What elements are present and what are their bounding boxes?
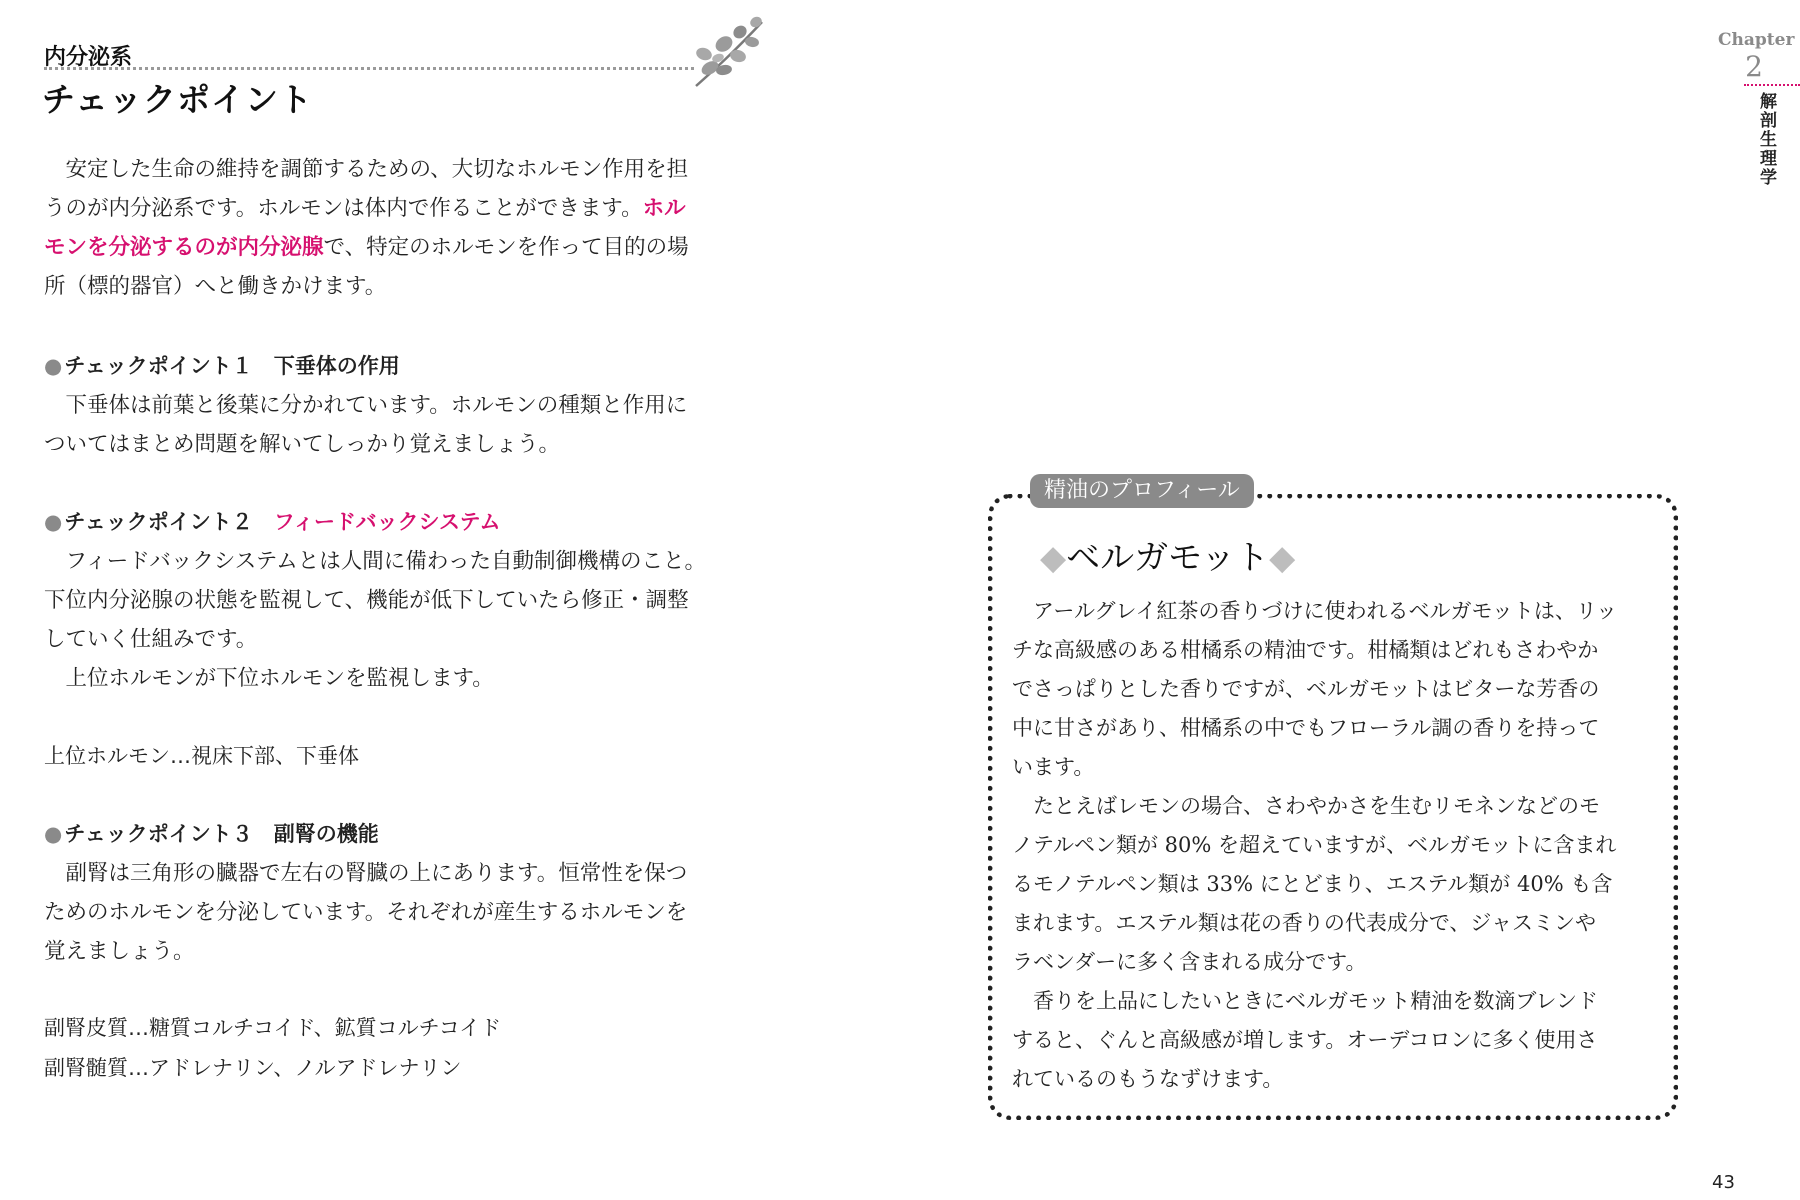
checkpoint-3-list-item: 副腎髄質…アドレナリン、ノルアドレナリン [44,1056,462,1080]
intro-highlight: ホル [642,196,686,221]
body-line: していく仕組みです。 [44,627,258,652]
checkpoint-3-list-item: 副腎皮質…糖質コルチコイド、鉱質コルチコイド [44,1016,502,1040]
profile-line: たとえばレモンの場合、さわやかさを生むリモネンなどのモ [1012,794,1600,818]
checkpoint-2-topic: フィードバックシステム [273,510,501,534]
intro-line: 安定した生命の維持を調節するための、大切なホルモン作用を担 [44,157,689,182]
body-line: 下位内分泌腺の状態を監視して、機能が低下していたら修正・調整 [44,588,689,613]
profile-line: れているのもうなずけます。 [1012,1067,1284,1091]
intro-paragraph [44,150,744,306]
body-line: ついてはまとめ問題を解いてしっかり覚えましょう。 [44,432,561,457]
checkpoint-3-label: チェックポイント３ 副腎の機能 [64,822,379,846]
profile-line: るモノテルペン類は 33% にとどまり、エステル類が 40% も含 [1012,872,1613,896]
bullet-icon: ● [44,510,63,534]
profile-line: ラベンダーに多く含まれる成分です。 [1012,950,1367,974]
chapter-number: 2 [1745,50,1763,83]
body-line: フィードバックシステムとは人間に備わった自動制御機構のこと。 [44,549,706,574]
section-category: 内分泌系 [44,45,133,70]
profile-line: 中に甘さがあり、柑橘系の中でもフローラル調の香りを持って [1012,716,1600,740]
profile-line: でさっぱりとした香りですが、ベルガモットはビターな芳香の [1012,677,1600,701]
checkpoint-2-list-item: 上位ホルモン…視床下部、下垂体 [44,744,359,768]
checkpoint-1-heading [44,350,400,380]
body-line: 下垂体は前葉と後葉に分かれています。ホルモンの種類と作用に [44,393,688,418]
checkpoint-2-heading [44,506,501,536]
body-line: ためのホルモンを分泌しています。それぞれが産生するホルモンを [44,900,688,925]
chapter-label: Chapter [1718,30,1795,50]
intro-text: で、特定のホルモンを作って目的の場 [323,235,689,260]
profile-body [1012,592,1662,1099]
checkpoint-1-label: チェックポイント１ 下垂体の作用 [64,354,400,378]
diamond-icon: ◆ [1040,538,1067,578]
bullet-icon: ● [44,354,63,378]
profile-tab-label: 精油のプロフィール [1030,474,1254,508]
profile-line: います。 [1012,755,1095,779]
intro-highlight: モンを分泌するのが内分泌腺 [44,235,324,260]
profile-line: ノテルペン類が 80% を超えていますが、ベルガモットに含まれ [1012,833,1617,857]
profile-line: チな高級感のある柑橘系の精油です。柑橘類はどれもさわやか [1012,638,1599,662]
oil-name-heading [1040,530,1295,579]
chapter-subtitle: 解剖生理学 [1756,92,1776,187]
body-line: 上位ホルモンが下位ホルモンを監視します。 [44,666,494,691]
diamond-icon: ◆ [1269,538,1296,578]
header-divider [44,67,694,70]
checkpoint-1-body [44,386,744,464]
checkpoint-2-label: チェックポイント２ [64,510,274,534]
page-number: 43 [1712,1172,1735,1193]
checkpoint-2-body [44,542,744,698]
leaf-branch-icon [690,14,770,90]
profile-line: 香りを上品にしたいときにベルガモット精油を数滴ブレンド [1012,989,1599,1013]
intro-line: 所（標的器官）へと働きかけます。 [44,274,387,299]
body-line: 覚えましょう。 [44,939,195,964]
intro-text: うのが内分泌系です。ホルモンは体内で作ることができます。 [44,196,643,221]
profile-line: アールグレイ紅茶の香りづけに使われるベルガモットは、リッ [1012,599,1618,623]
bullet-icon: ● [44,822,63,846]
profile-line: まれます。エステル類は花の香りの代表成分で、ジャスミンや [1012,911,1597,935]
profile-line: すると、ぐんと高級感が増します。オーデコロンに多く使用さ [1012,1028,1598,1052]
chapter-divider [1744,84,1800,86]
oil-name: ベルガモット [1066,538,1270,578]
checkpoint-3-heading [44,818,379,848]
intro-line [44,189,744,228]
intro-line [44,228,744,267]
checkpoint-3-body [44,854,744,971]
page-title: チェックポイント [42,80,314,119]
body-line: 副腎は三角形の臓器で左右の腎臓の上にあります。恒常性を保つ [44,861,688,886]
